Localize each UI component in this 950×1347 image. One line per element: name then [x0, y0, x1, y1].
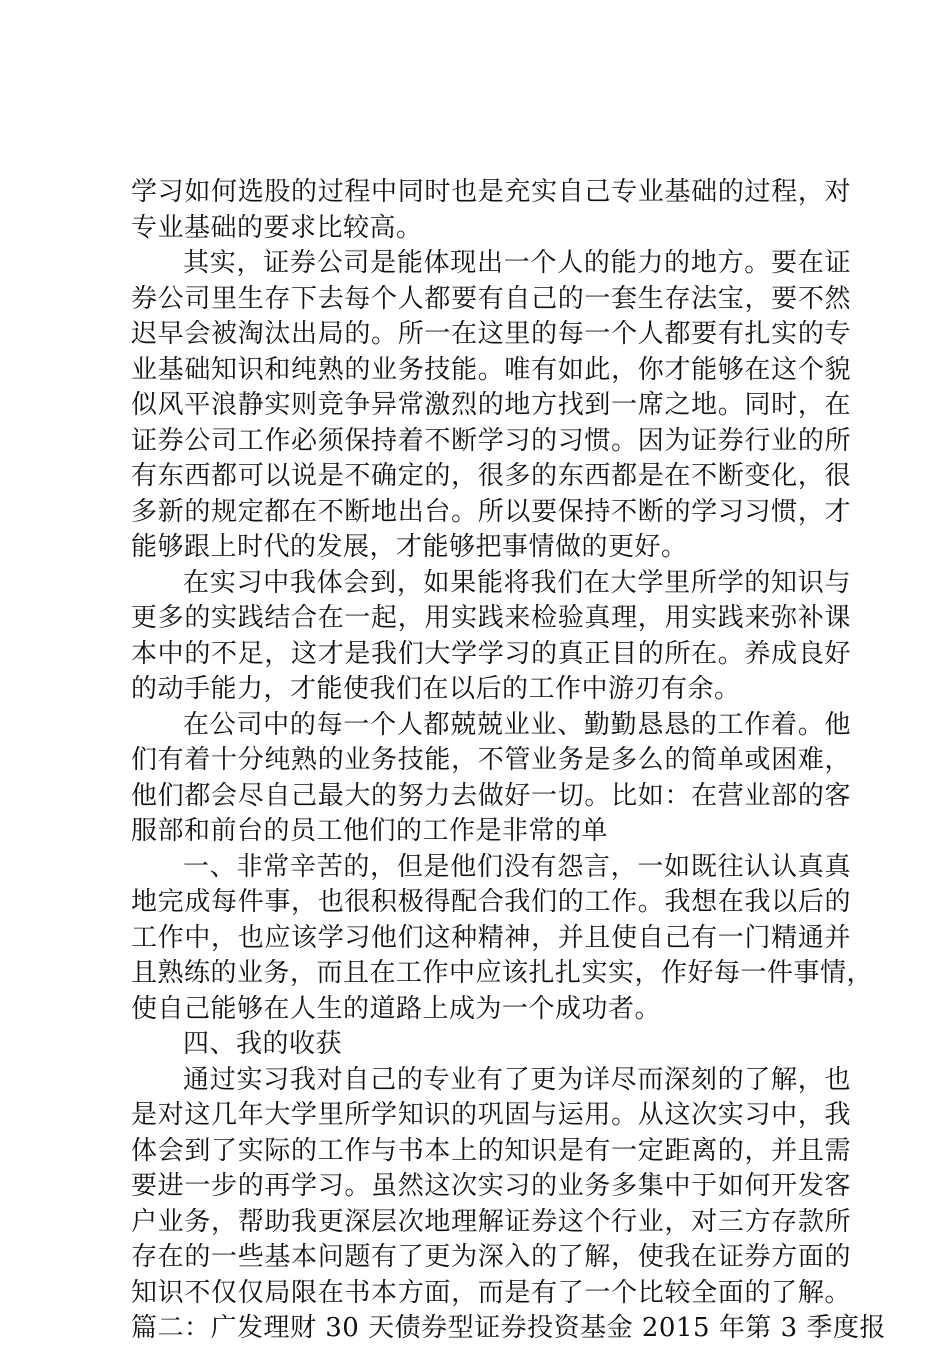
text-line: 券公司里生存下去每个人都要有自己的一套生存法宝，要不然 — [131, 283, 851, 314]
text-line: 多新的规定都在不断地出台。所以要保持不断的学习习惯，才 — [131, 496, 851, 527]
text-line: 他们都会尽自己最大的努力去做好一切。比如：在营业部的客 — [131, 780, 851, 811]
text-line: 是对这几年大学里所学知识的巩固与运用。从这次实习中，我 — [131, 1100, 851, 1130]
text-line: 知识不仅仅局限在书本方面，而是有了一个比较全面的了解。 — [131, 1277, 851, 1308]
text-line: 篇二：广发理财 30 天债券型证券投资基金 2015 年第 3 季度报 — [131, 1313, 886, 1343]
text-line: 更多的实践结合在一起，用实践来检验真理，用实践来弥补课 — [131, 603, 851, 633]
text-line: 工作中，也应该学习他们这种精神，并且使自己有一门精通并 — [131, 922, 851, 953]
text-line: 其实，证券公司是能体现出一个人的能力的地方。要在证 — [183, 248, 851, 278]
text-line: 有东西都可以说是不确定的，很多的东西都是在不断变化，很 — [131, 461, 851, 491]
text-line: 在公司中的每一个人都兢兢业业、勤勤恳恳的工作着。他 — [183, 709, 851, 740]
text-line: 且熟练的业务，而且在工作中应该扎扎实实，作好每一件事情， — [131, 958, 874, 988]
text-line: 证券公司工作必须保持着不断学习的习惯。因为证券行业的所 — [131, 425, 851, 456]
text-line: 通过实习我对自己的专业有了更为详尽而深刻的了解，也 — [183, 1064, 851, 1095]
text-line: 户业务，帮助我更深层次地理解证券这个行业，对三方存款所 — [131, 1206, 851, 1237]
text-line: 地完成每件事，也很积极得配合我们的工作。我想在我以后的 — [131, 887, 851, 917]
text-line: 们有着十分纯熟的业务技能，不管业务是多么的简单或困难， — [131, 745, 851, 775]
text-line: 的动手能力，才能使我们在以后的工作中游刃有余。 — [131, 674, 741, 704]
text-line: 专业基础的要求比较高。 — [131, 212, 423, 243]
text-line: 在实习中我体会到，如果能将我们在大学里所学的知识与 — [183, 567, 851, 598]
text-line: 存在的一些基本问题有了更为深入的了解，使我在证券方面的 — [131, 1242, 851, 1272]
text-line: 要进一步的再学习。虽然这次实习的业务多集中于如何开发客 — [131, 1171, 851, 1201]
text-line: 四、我的收获 — [183, 1029, 343, 1059]
text-line: 迟早会被淘汰出局的。所一在这里的每一个人都要有扎实的专 — [131, 319, 851, 349]
text-line: 本中的不足，这才是我们大学学习的真正目的所在。养成良好 — [131, 638, 851, 669]
text-line: 体会到了实际的工作与书本上的知识是有一定距离的，并且需 — [131, 1135, 851, 1166]
document-body-text — [131, 175, 886, 1347]
text-line: 使自己能够在人生的道路上成为一个成功者。 — [131, 993, 662, 1024]
text-line: 服部和前台的员工他们的工作是非常的单 — [131, 816, 609, 846]
text-line: 能够跟上时代的发展，才能够把事情做的更好。 — [131, 532, 688, 562]
text-line: 学习如何选股的过程中同时也是充实自己专业基础的过程，对 — [131, 177, 851, 207]
text-line: 似风平浪静实则竞争异常激烈的地方找到一席之地。同时，在 — [131, 390, 851, 420]
text-line: 一、非常辛苦的，但是他们没有怨言，一如既往认认真真 — [183, 851, 851, 882]
text-line: 业基础知识和纯熟的业务技能。唯有如此，你才能够在这个貌 — [131, 354, 851, 385]
